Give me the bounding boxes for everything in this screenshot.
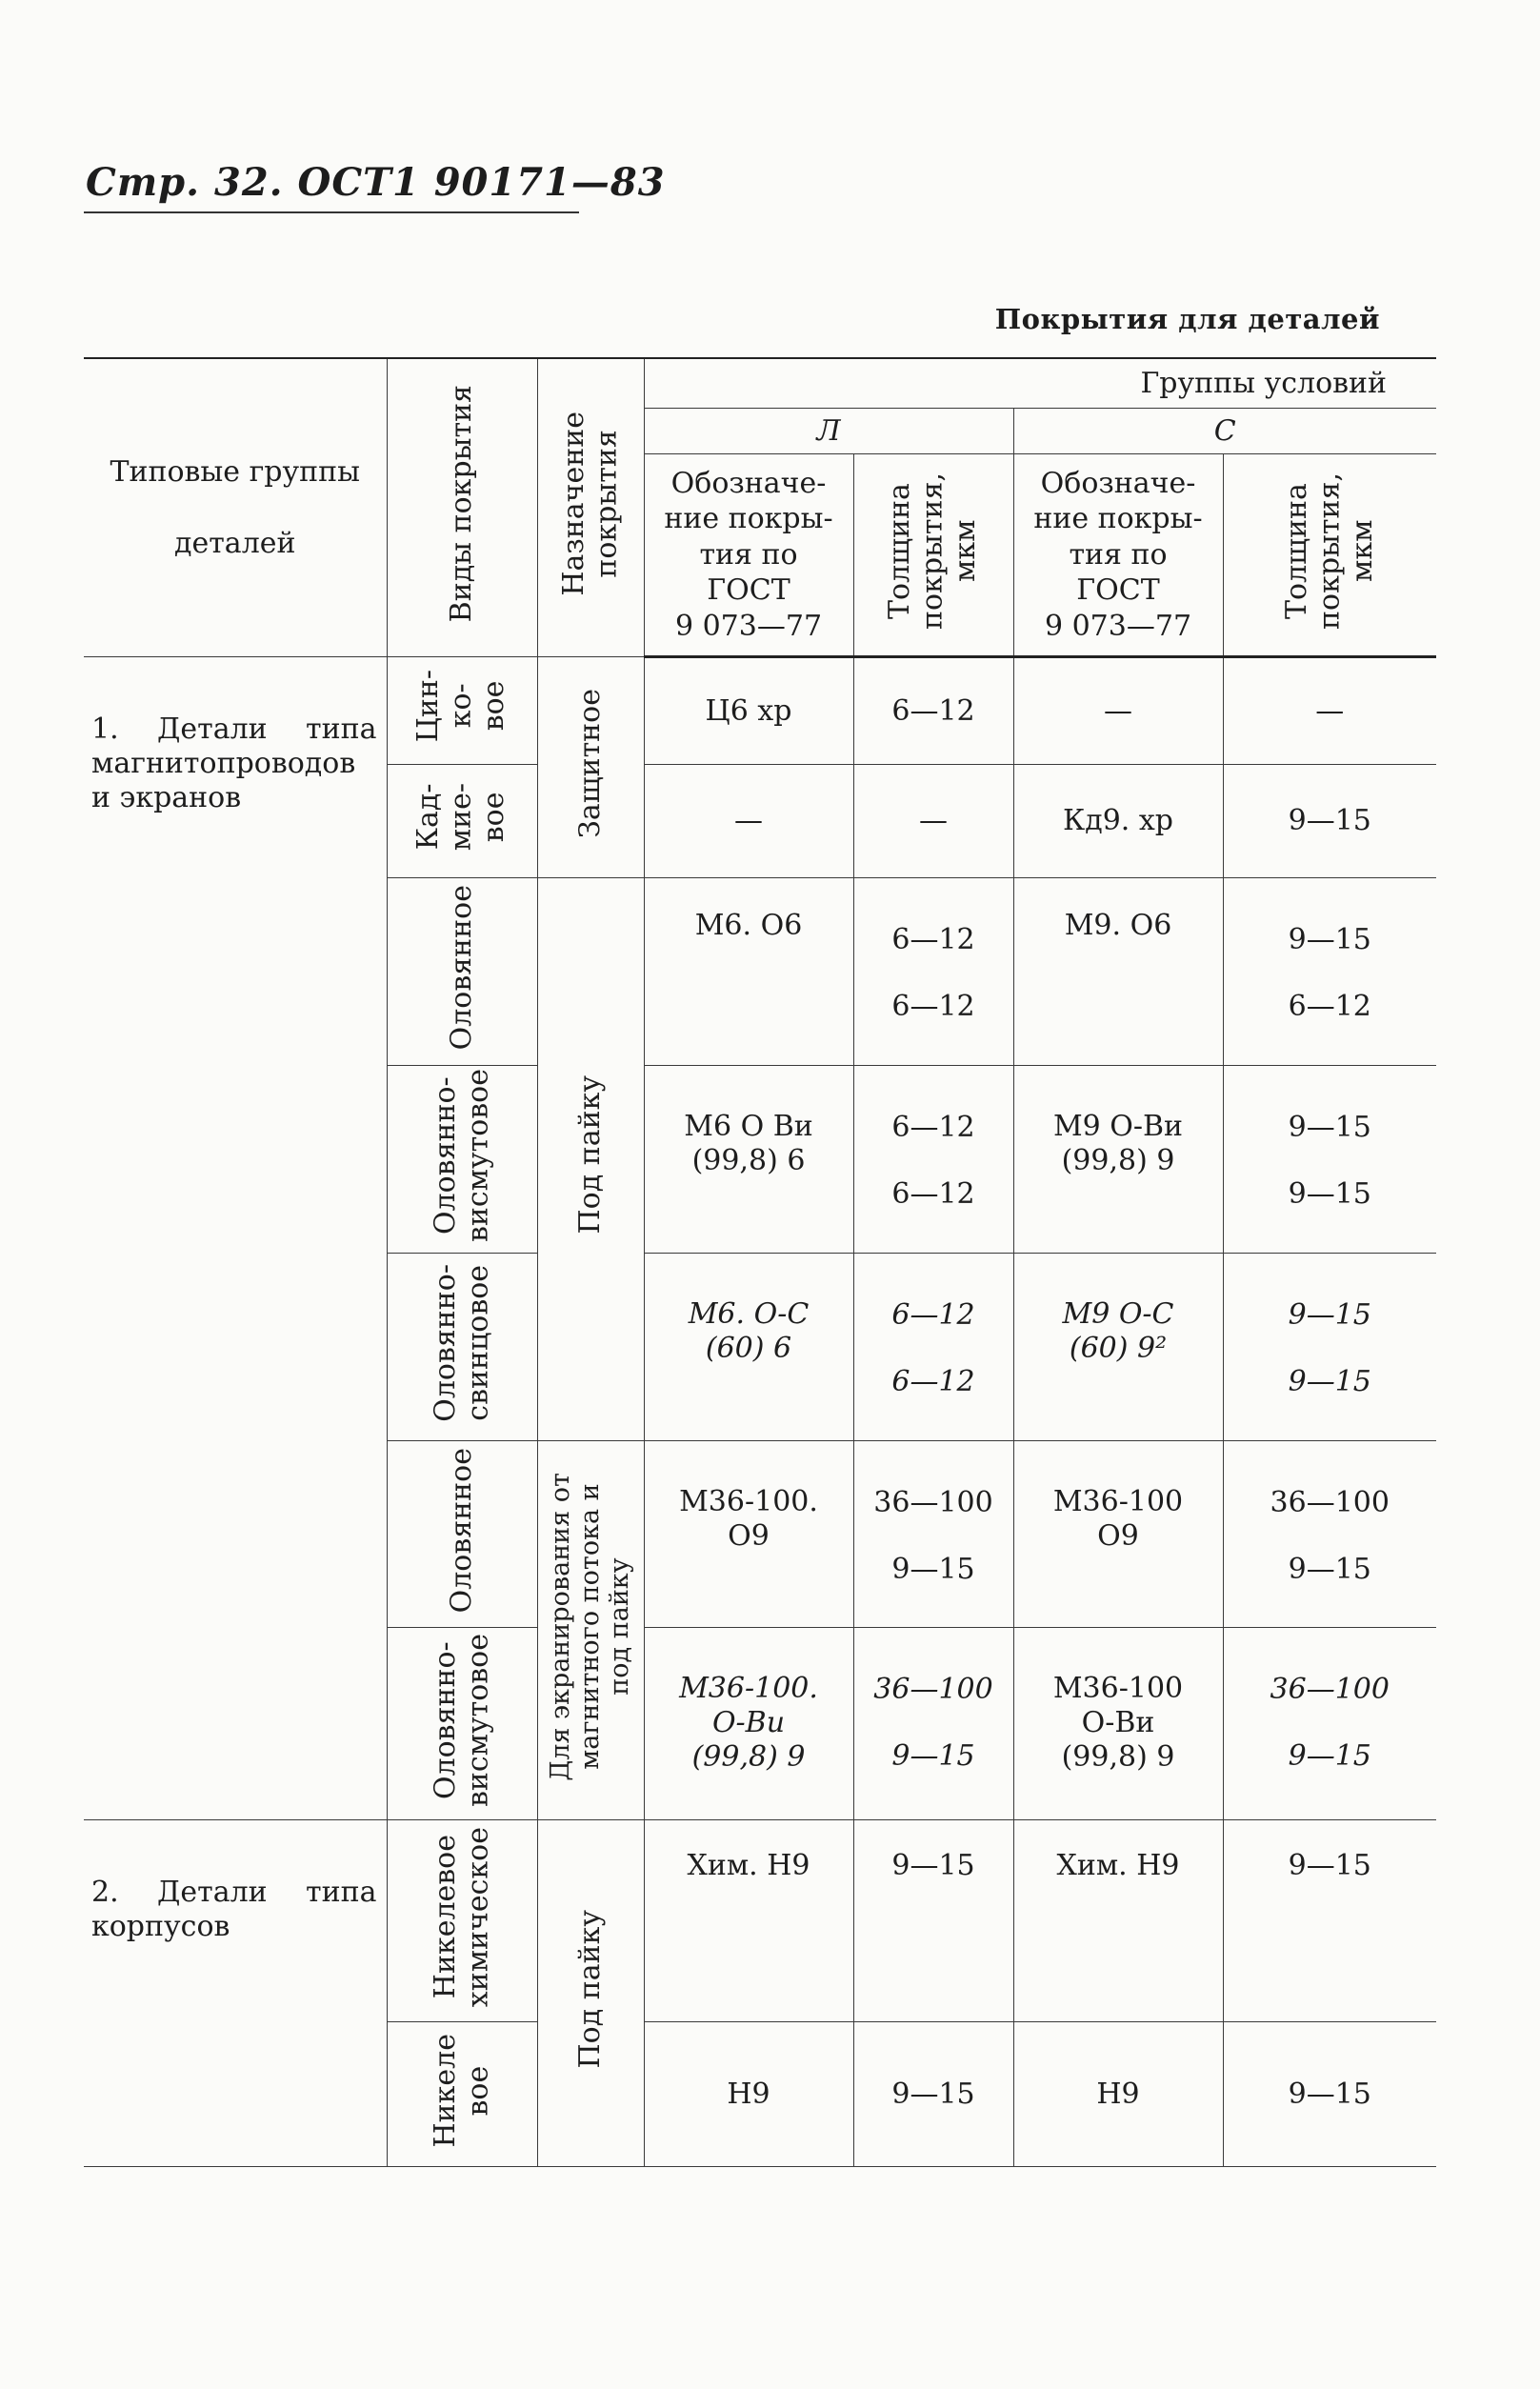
tin2-c-designation: М36-100 О9	[1013, 1440, 1223, 1628]
tin-bismuth2-c-designation: М36-100 О-Ви (99,8) 9	[1013, 1628, 1223, 1820]
coating-type-nickel-chemical: Никелевое химическое	[387, 1820, 537, 2022]
tin-lead-c-designation: М9 О-С (60) 9²	[1013, 1253, 1223, 1440]
tin2-l-designation: М36-100. О9	[644, 1440, 853, 1628]
page-header: Стр. 32. ОСТ1 90171—83	[86, 160, 666, 205]
purpose-shielding: Для экранирования от магнитного потока и под пайку	[537, 1440, 644, 1820]
col-coating-type: Виды покрытия	[387, 358, 537, 656]
coatings-table	[84, 357, 1436, 2167]
coating-type-zinc: Цин- ко- вое	[387, 656, 537, 764]
coating-type-tin-2: Оловянное	[387, 1440, 537, 1628]
cadmium-l-thickness: —	[853, 764, 1013, 877]
zinc-l-thickness: 6—12	[853, 656, 1013, 764]
table-row	[84, 656, 1436, 764]
cadmium-l-designation: —	[644, 764, 853, 877]
coating-type-nickel: Никеле вое	[387, 2022, 537, 2167]
c-designation-header: Обозначе- ние покры- тия по ГОСТ 9 073—77	[1013, 454, 1223, 656]
nickel-chem-l-designation: Хим. Н9	[644, 1820, 853, 2022]
purpose-protective: Защитное	[537, 656, 644, 877]
cadmium-c-designation: Кд9. хр	[1013, 764, 1223, 877]
col-purpose: Назначение покрытия	[537, 358, 644, 656]
tin-bismuth2-c-thickness: 36—100 9—15	[1223, 1628, 1436, 1820]
tin1-l-designation: М6. О6	[644, 877, 853, 1065]
coating-type-tin: Оловянное	[387, 877, 537, 1065]
coating-type-tin-bismuth: Оловянно- висмутовое	[387, 1065, 537, 1253]
tin-bismuth1-l-designation: М6 О Ви (99,8) 6	[644, 1065, 853, 1253]
zinc-c-thickness: —	[1223, 656, 1436, 764]
tin1-c-thickness: 9—15 6—12	[1223, 877, 1436, 1065]
group-C-header: С	[1013, 409, 1436, 454]
tin-bismuth2-l-designation: М36-100. О-Ви (99,8) 9	[644, 1628, 853, 1820]
table-row	[84, 1820, 1436, 2022]
tin1-c-designation: М9. О6	[1013, 877, 1223, 1065]
nickel-chem-c-thickness: 9—15	[1223, 1820, 1436, 2022]
tin-bismuth1-c-thickness: 9—15 9—15	[1223, 1065, 1436, 1253]
nickel-l-thickness: 9—15	[853, 2022, 1013, 2167]
zinc-c-designation: —	[1013, 656, 1223, 764]
coating-type-tin-lead: Оловянно- свинцовое	[387, 1253, 537, 1440]
nickel-chem-l-thickness: 9—15	[853, 1820, 1013, 2022]
col-part-groups: Типовые группы деталей	[84, 358, 387, 656]
tin2-c-thickness: 36—100 9—15	[1223, 1440, 1436, 1628]
tin-bismuth1-c-designation: М9 О-Ви (99,8) 9	[1013, 1065, 1223, 1253]
coating-type-cadmium: Кад- мие- вое	[387, 764, 537, 877]
nickel-c-thickness: 9—15	[1223, 2022, 1436, 2167]
part-group-2: 2. Детали типа корпусов	[84, 1820, 387, 2167]
c-thickness-header: Толщина покрытия, мкм	[1223, 454, 1436, 656]
tin-lead-l-designation: М6. О-С (60) 6	[644, 1253, 853, 1440]
group-L-header: Л	[644, 409, 1013, 454]
tin1-l-thickness: 6—12 6—12	[853, 877, 1013, 1065]
tin2-l-thickness: 36—100 9—15	[853, 1440, 1013, 1628]
coating-type-tin-bismuth-2: Оловянно- висмутовое	[387, 1628, 537, 1820]
part-group-1: 1. Детали типа магнитопроводов и экранов	[84, 656, 387, 1820]
tin-bismuth1-l-thickness: 6—12 6—12	[853, 1065, 1013, 1253]
zinc-l-designation: Ц6 хр	[644, 656, 853, 764]
cadmium-c-thickness: 9—15	[1223, 764, 1436, 877]
l-thickness-header: Толщина покрытия, мкм	[853, 454, 1013, 656]
table-caption: Покрытия для деталей	[994, 303, 1380, 335]
nickel-c-designation: Н9	[1013, 2022, 1223, 2167]
l-designation-header: Обозначе- ние покры- тия по ГОСТ 9 073—77	[644, 454, 853, 656]
tin-lead-l-thickness: 6—12 6—12	[853, 1253, 1013, 1440]
tin-lead-c-thickness: 9—15 9—15	[1223, 1253, 1436, 1440]
tin-bismuth2-l-thickness: 36—100 9—15	[853, 1628, 1013, 1820]
nickel-chem-c-designation: Хим. Н9	[1013, 1820, 1223, 2022]
header-underline	[84, 211, 579, 213]
col-condition-groups: Группы условий	[644, 358, 1436, 409]
purpose-solder: Под пайку	[537, 877, 644, 1440]
purpose-solder-2: Под пайку	[537, 1820, 644, 2167]
nickel-l-designation: Н9	[644, 2022, 853, 2167]
header-row-1	[84, 358, 1436, 409]
